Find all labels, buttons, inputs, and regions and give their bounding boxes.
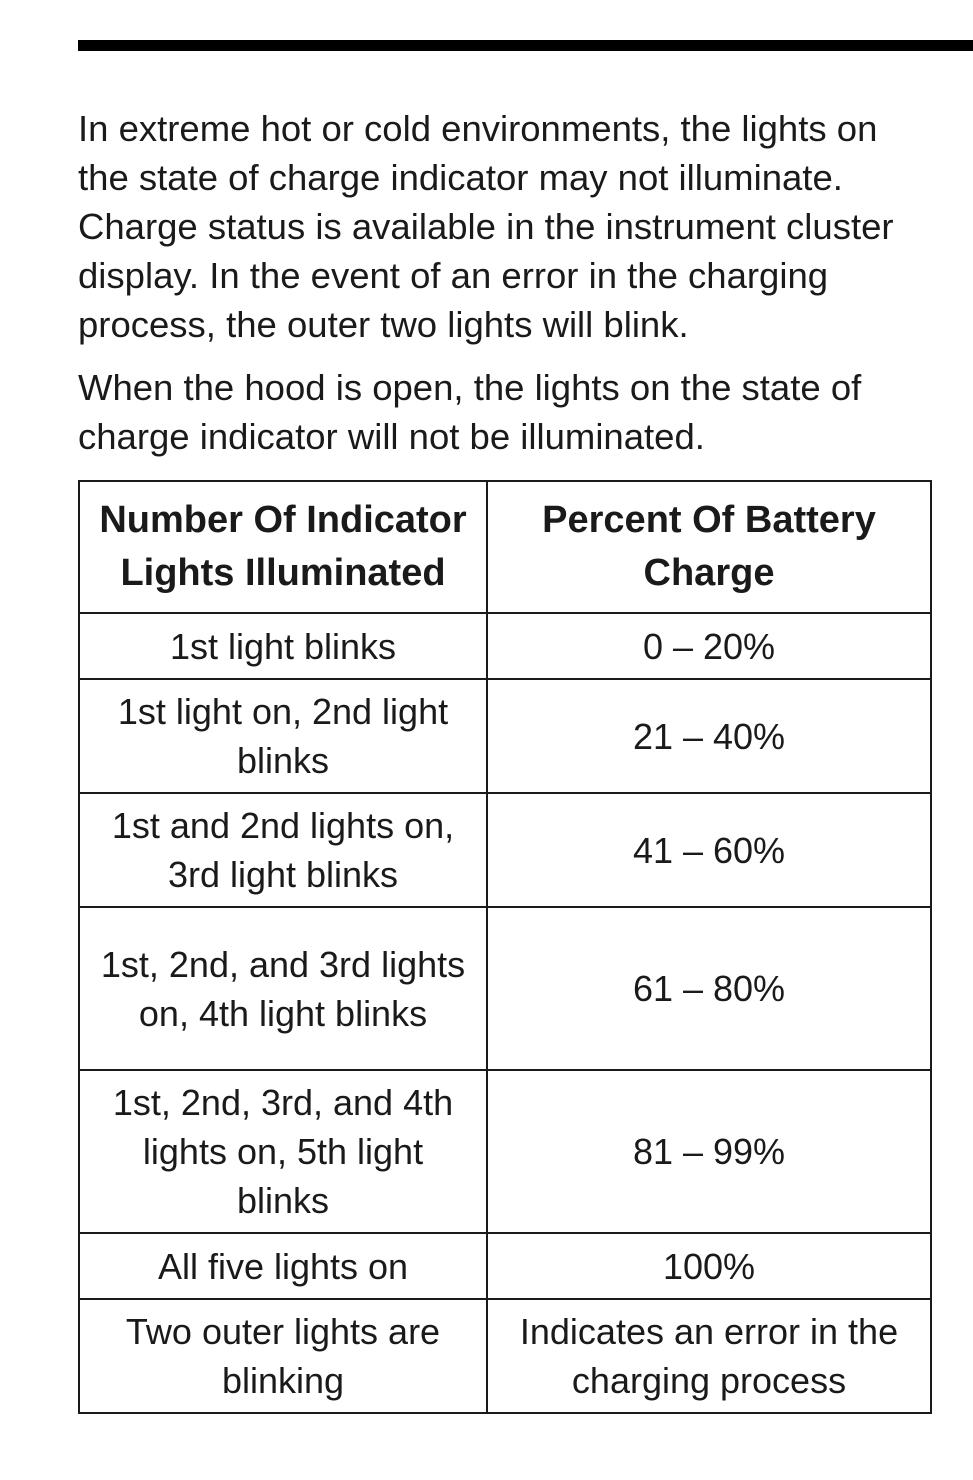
cell-charge-percent: 0 – 20% xyxy=(487,613,931,679)
cell-indicator-state: 1st, 2nd, 3rd, and 4th lights on, 5th light blinks xyxy=(79,1070,487,1233)
table-row xyxy=(79,1299,931,1413)
header-indicator-lights: Number Of Indicator Lights Illuminated xyxy=(79,481,487,613)
body-text xyxy=(78,104,938,461)
cell-indicator-state: 1st, 2nd, and 3rd lights on, 4th light blinks xyxy=(79,907,487,1070)
cell-charge-percent: 21 – 40% xyxy=(487,679,931,793)
table-header-row xyxy=(79,481,931,613)
charge-indicator-table xyxy=(78,480,932,1414)
cell-indicator-state: 1st light blinks xyxy=(79,613,487,679)
table-row xyxy=(79,1070,931,1233)
cell-charge-percent: 41 – 60% xyxy=(487,793,931,907)
cell-charge-percent: 61 – 80% xyxy=(487,907,931,1070)
table-row xyxy=(79,1233,931,1299)
top-rule xyxy=(78,40,973,51)
table-row xyxy=(79,613,931,679)
paragraph-hood-note: When the hood is open, the lights on the state of charge indicator will not be illuminated. xyxy=(78,367,862,457)
cell-charge-percent: 81 – 99% xyxy=(487,1070,931,1233)
cell-indicator-state: All five lights on xyxy=(79,1233,487,1299)
cell-indicator-state: 1st and 2nd lights on, 3rd light blinks xyxy=(79,793,487,907)
cell-indicator-state: Two outer lights are blinking xyxy=(79,1299,487,1413)
cell-indicator-state: 1st light on, 2nd light blinks xyxy=(79,679,487,793)
paragraph-temperature-note: In extreme hot or cold environments, the lights on the state of charge indicator may not illuminate. Charge status is available in the instrument cluster display. In the event of an error in the charging process, the outer two lights will blink. xyxy=(78,108,894,345)
header-battery-charge: Percent Of Battery Charge xyxy=(487,481,931,613)
cell-charge-percent: Indicates an error in the charging process xyxy=(487,1299,931,1413)
table-row xyxy=(79,679,931,793)
table-row xyxy=(79,907,931,1070)
table-row xyxy=(79,793,931,907)
cell-charge-percent: 100% xyxy=(487,1233,931,1299)
